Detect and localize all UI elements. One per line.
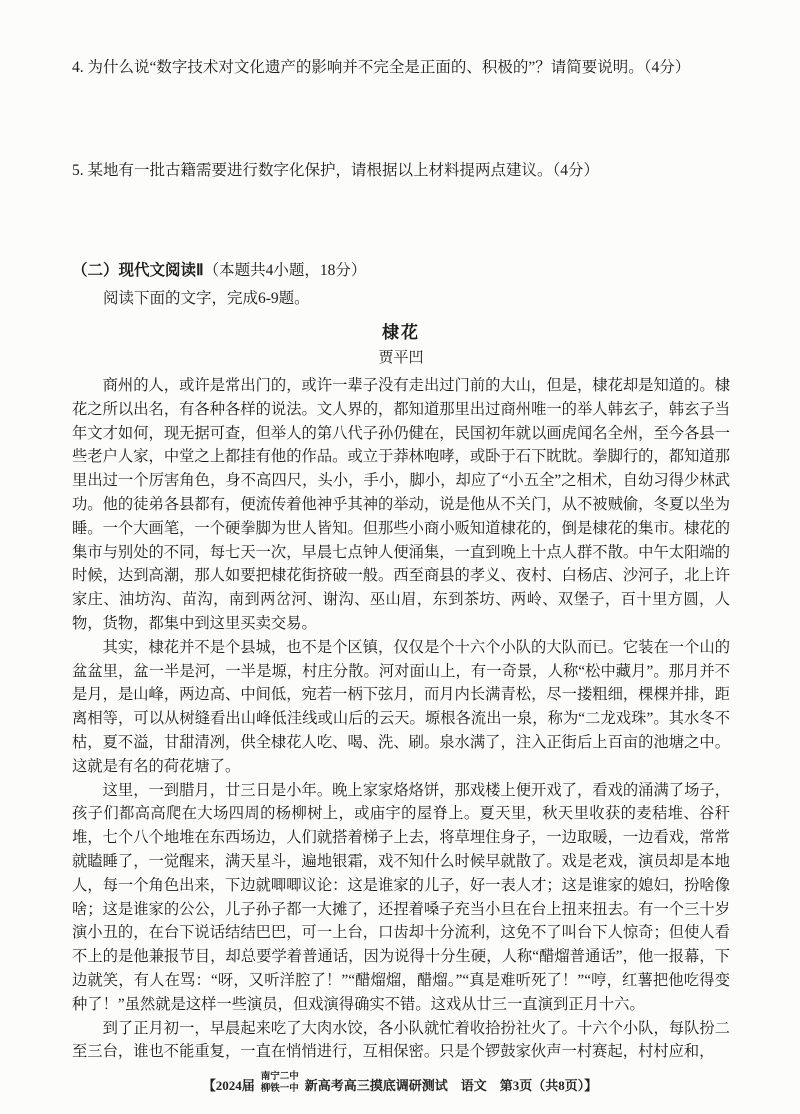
section-title: （二）现代文阅读Ⅱ — [72, 261, 204, 279]
article-author: 贾平凹 — [378, 350, 424, 366]
footer-school-1: 南宁二中 — [260, 1072, 299, 1083]
section-meta: （本题共4小题，18分） — [203, 261, 367, 279]
article-paragraph-1: 商州的人，或许是常出门的，或许一辈子没有走出过门前的大山，但是，棣花却是知道的。棣花之所以出名，有各种各样的说法。文人界的，都知道那里出过商州唯一的举人韩玄子，韩玄子当年文才如何，现无据可查，但举人的第八代子孙仍健在，民国初年就以画虎闻名全州，至今各县一些老户人家，中堂之上都挂有他的作品。或立于莽林咆哮，或卧于石下眈眈。拳脚行的，都知道那里出过一个厉害角色，身不高四尺，头小，手小，脚小，却应了“小五全”之相术，自幼习得少林武功。他的徒弟各县都有，便流传着他神乎其神的举动，说是他从不关门，从不被贼偷，冬夏以坐为睡。一个大画笔，一个硬拳脚为世人皆知。但那些小商小贩知道棣花的，倒是棣花的集市。棣花的集市与别处的不同，每七天一次，早晨七点钟人便涌集，一直到晚上十点人群不散。中午太阳端的时候，达到高潮，那人如要把棣花街挤破一般。西至商县的孝义、夜村、白杨店、沙河子，北上许家庄、油坊沟、苗沟，南到两岔河、谢沟、巫山眉，东到茶坊、两岭、双堡子，百十里方圆，人物，货物，都集中到这里买卖交易。 — [72, 377, 730, 632]
question-4: 4. 为什么说“数字技术对文化遗产的影响并不完全是正面的、积极的”？请简要说明。（4分） — [72, 59, 691, 76]
article-title: 棣花 — [382, 323, 420, 342]
footer-prefix: 【2024届 — [202, 1077, 255, 1093]
article-paragraph-4: 到了正月初一，早晨起来吃了大肉水饺，各小队就忙着收拾扮社火了。十六个小队，每队扮二至三台，谁也不能重复，一直在悄悄进行，互相保密。只是个锣鼓家伙声一村赛起，村村应和， — [72, 1019, 730, 1061]
article-paragraph-2: 其实，棣花并不是个县城，也不是个区镇，仅仅是个十六个小队的大队而已。它装在一个山的盆盆里，盆一半是河，一半是塬，村庄分散。河对面山上，有一奇景，人称“松中藏月”。那月并不是月，是山峰，两边高、中间低，宛若一柄下弦月，而月内长满青松，尽一搂粗细，棵棵并排，距离相等，可以从树缝看出山峰低洼线或山后的云天。塬根各流出一泉，称为“二龙戏珠”。其水冬不枯，夏不溢，甘甜清冽，供全棣花人吃、喝、洗、刷。泉水满了，注入正街后上百亩的池塘之中。这就是有名的荷花塘了。 — [72, 638, 730, 775]
question-5: 5. 某地有一批古籍需要进行数字化保护，请根据以上材料提两点建议。（4分） — [72, 162, 600, 180]
section-header — [72, 259, 730, 282]
article-paragraph-3: 这里，一到腊月，廿三日是小年。晚上家家烙烙饼，那戏楼上便开戏了，看戏的涌满了场子，孩子们都高高爬在大场四周的杨柳树上，或庙宇的屋脊上。夏天里，秋天里收获的麦秸堆、谷秆堆，七个八个地堆在东西场边，人们就搭着梯子上去，将草埋住身子，一边取暖，一边看戏，常常就瞌睡了，一觉醒来，满天星斗，遍地银霜，戏不知什么时候早就散了。戏是老戏，演员却是本地人，每一个角色出来，下边就唧唧议论：这是谁家的儿子，好一表人才；这是谁家的媳妇，扮啥像啥；这是谁家的公公，儿子孙子都一大摊了，还捏着嗓子充当小旦在台上扭来扭去。有一个三十岁演小丑的，在台下说话结结巴巴，可一上台，口齿却十分流利，这免不了叫台下人惊奇；但使人看不上的是他兼报节目，却总要学着普通话，因为说得十分生硬，人称“醋熘普通话”，他一报幕，下边就笑，有人在骂：“呀，又听洋腔了！”“醋熘熘，醋熘。”“真是难听死了！”“哼，红薯把他吃得变种了！”虽然就是这样一些演员，但戏演得确实不错。这戏从廿三一直演到正月十六。 — [72, 781, 730, 1013]
footer-school-2: 柳铁一中 — [260, 1084, 299, 1095]
footer-suffix: 新高考高三摸底调研测试 语文 第3页（共8页）】 — [304, 1077, 598, 1093]
footer-school-names — [261, 1072, 299, 1096]
reading-instruction: 阅读下面的文字，完成6-9题。 — [103, 289, 310, 307]
article-body — [72, 374, 730, 1064]
page-footer — [0, 1072, 800, 1096]
